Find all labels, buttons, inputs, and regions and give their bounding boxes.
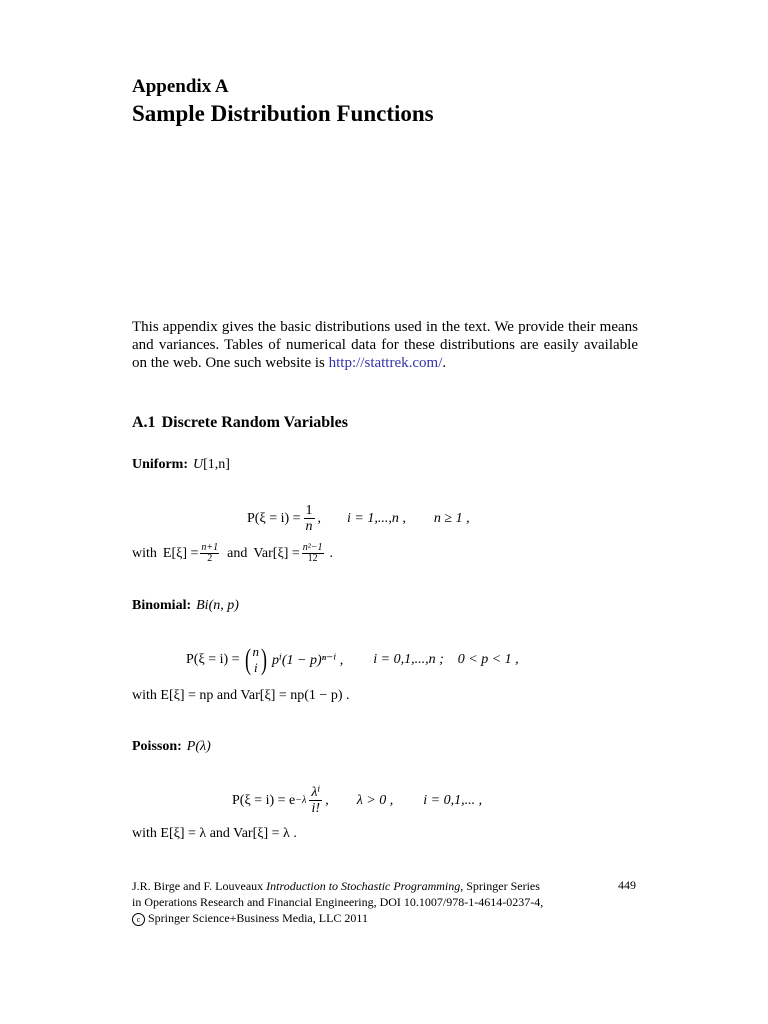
poisson-frac-num: λⁱ bbox=[311, 785, 321, 800]
uniform-label: Uniform: bbox=[132, 457, 188, 472]
uniform-range: i = 1,...,n , bbox=[347, 510, 406, 526]
poisson-fraction bbox=[309, 785, 322, 816]
binomial-coefficient: ( n i ) bbox=[244, 643, 268, 676]
binomial-label: Binomial: bbox=[132, 598, 192, 613]
uniform-mean-num: n+1 bbox=[201, 542, 219, 553]
footer-line-2: in Operations Research and Financial Engineering, DOI 10.1007/978-1-4614-0237-4, bbox=[132, 895, 544, 909]
uniform-frac-den: n bbox=[305, 519, 313, 534]
binomial-pmf bbox=[186, 644, 519, 676]
poisson-pmf bbox=[232, 785, 482, 816]
uniform-var-frac bbox=[302, 543, 324, 564]
uniform-var-den: 12 bbox=[307, 553, 318, 564]
uniform-notation-args: [1,n] bbox=[203, 457, 230, 472]
binom-bottom: i bbox=[253, 660, 258, 675]
section-number: A.1 bbox=[132, 414, 156, 431]
section-title: Discrete Random Variables bbox=[161, 414, 348, 431]
uniform-var-lhs: Var[ξ] = bbox=[253, 545, 300, 561]
uniform-mean-den: 2 bbox=[207, 553, 213, 564]
poisson-frac-den: i! bbox=[311, 801, 321, 816]
uniform-mean-frac bbox=[200, 543, 219, 564]
page-number: 449 bbox=[618, 878, 636, 892]
binomial-condition: 0 < p < 1 , bbox=[457, 652, 519, 667]
uniform-condition: n ≥ 1 , bbox=[433, 510, 470, 526]
uniform-pmf bbox=[247, 503, 470, 534]
copyright-symbol: c bbox=[132, 913, 145, 926]
footer-book-title: Introduction to Stochastic Programming bbox=[266, 879, 461, 893]
uniform-and: and bbox=[227, 545, 248, 561]
footer-authors: J.R. Birge and F. Louveaux bbox=[132, 879, 267, 893]
binomial-heading bbox=[132, 598, 239, 614]
uniform-fraction bbox=[304, 503, 315, 534]
uniform-lhs: P(ξ = i) = bbox=[247, 510, 301, 526]
uniform-comma: , bbox=[317, 510, 322, 526]
footer-line-3 bbox=[132, 910, 543, 926]
poisson-exponent: −λ bbox=[295, 795, 307, 806]
uniform-frac-num: 1 bbox=[305, 503, 313, 518]
binomial-rhs: pⁱ(1 − p)ⁿ⁻ⁱ , bbox=[272, 652, 344, 668]
uniform-notation-fn: U bbox=[193, 457, 204, 472]
intro-text: This appendix gives the basic distributions used in the text. We provide their means and variances. Tables of numerical data for these distributions are easily available on the web. One such website is bbox=[132, 319, 638, 371]
uniform-mean-lhs: E[ξ] = bbox=[162, 545, 199, 561]
uniform-with: with bbox=[132, 545, 157, 561]
poisson-notation: P(λ) bbox=[186, 739, 211, 754]
binom-top: n bbox=[252, 644, 260, 659]
binomial-notation: Bi(n, p) bbox=[196, 598, 239, 613]
binomial-moments: with E[ξ] = np and Var[ξ] = np(1 − p) . bbox=[132, 688, 350, 703]
intro-end: . bbox=[442, 355, 447, 371]
intro-paragraph bbox=[132, 318, 638, 372]
section-heading bbox=[132, 414, 348, 432]
poisson-lhs: P(ξ = i) = e bbox=[232, 792, 296, 808]
poisson-range: i = 0,1,... , bbox=[423, 792, 483, 808]
stattrek-link[interactable]: http://stattrek.com/ bbox=[328, 355, 443, 371]
poisson-condition: λ > 0 , bbox=[356, 792, 394, 808]
uniform-end: . bbox=[329, 545, 334, 561]
poisson-moments: with E[ξ] = λ and Var[ξ] = λ . bbox=[132, 826, 297, 841]
binomial-lhs: P(ξ = i) = bbox=[186, 652, 240, 667]
appendix-label: Appendix A bbox=[132, 76, 229, 97]
poisson-heading bbox=[132, 739, 211, 755]
chapter-title: Sample Distribution Functions bbox=[132, 101, 434, 126]
footer-line-1 bbox=[132, 878, 543, 894]
uniform-var-num: n²−1 bbox=[302, 542, 323, 553]
footer-series: , Springer Series bbox=[460, 879, 540, 893]
footer-citation bbox=[132, 878, 543, 926]
binomial-range: i = 0,1,...,n ; bbox=[373, 652, 444, 667]
uniform-moments bbox=[132, 543, 333, 564]
uniform-heading bbox=[132, 457, 230, 473]
poisson-label: Poisson: bbox=[132, 739, 182, 754]
footer-publisher: Springer Science+Business Media, LLC 2011 bbox=[148, 911, 368, 925]
poisson-comma: , bbox=[325, 792, 329, 808]
